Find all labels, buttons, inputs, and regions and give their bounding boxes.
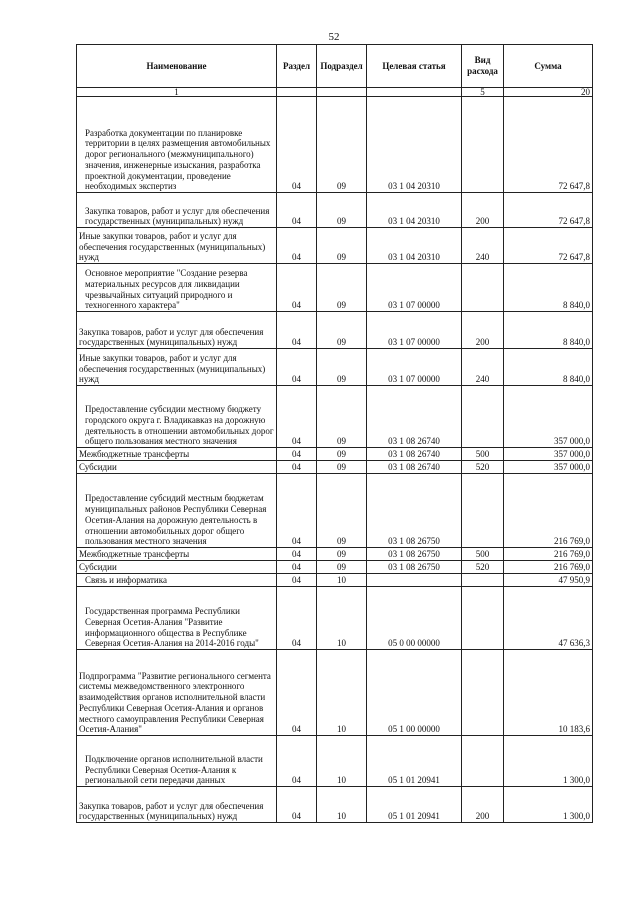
table-row <box>77 264 593 312</box>
row-type <box>462 264 504 312</box>
row-target: 03 1 08 26740 <box>367 448 462 461</box>
row-target <box>367 574 462 587</box>
row-target: 05 1 01 20941 <box>367 736 462 787</box>
row-amount: 357 000,0 <box>504 448 593 461</box>
row-name: Иные закупки товаров, работ и услуг для обеспечения государственных (муниципальных) нужд <box>77 228 277 264</box>
header-amount: Сумма <box>504 45 593 88</box>
table-row <box>77 349 593 386</box>
header-subsection: Подраздел <box>317 45 367 88</box>
row-section: 04 <box>277 574 317 587</box>
row-section: 04 <box>277 97 317 193</box>
row-type <box>462 574 504 587</box>
row-type: 520 <box>462 461 504 474</box>
row-subsection: 09 <box>317 228 367 264</box>
row-name: Разработка документации по планировке территории в целях размещения автомобильных дорог регионального (межмуниципального) значения, инженерные изыскания, разработка проектной документации, проведение необходимых экспертиз <box>77 97 277 193</box>
row-subsection: 10 <box>317 574 367 587</box>
row-name: Предоставление субсидии местному бюджету городского округа г. Владикавказ на дорожную деятельность в отношении автомобильных дорог общего пользования местного значения <box>77 386 277 448</box>
header-target: Целевая статья <box>367 45 462 88</box>
row-amount: 216 769,0 <box>504 548 593 561</box>
row-amount: 8 840,0 <box>504 349 593 386</box>
table-row <box>77 193 593 228</box>
row-section: 04 <box>277 587 317 650</box>
column-number: 5 <box>462 88 504 97</box>
row-section: 04 <box>277 228 317 264</box>
row-subsection: 09 <box>317 193 367 228</box>
row-amount: 216 769,0 <box>504 474 593 548</box>
row-name: Государственная программа Республики Северная Осетия-Алания "Развитие информационного общества в Республике Северная Осетия-Алания на 2014-2016 годы" <box>77 587 277 650</box>
table-row <box>77 548 593 561</box>
column-number <box>277 88 317 97</box>
row-type <box>462 736 504 787</box>
row-target: 03 1 04 20310 <box>367 228 462 264</box>
table-row <box>77 312 593 349</box>
row-subsection: 09 <box>317 386 367 448</box>
table-row <box>77 448 593 461</box>
row-subsection: 09 <box>317 97 367 193</box>
row-subsection: 09 <box>317 349 367 386</box>
row-section: 04 <box>277 264 317 312</box>
column-number: 20 <box>504 88 593 97</box>
table-row <box>77 736 593 787</box>
table-row <box>77 787 593 823</box>
row-amount: 357 000,0 <box>504 461 593 474</box>
budget-table <box>76 44 593 823</box>
row-target: 05 1 01 20941 <box>367 787 462 823</box>
row-name: Субсидии <box>77 461 277 474</box>
row-type: 500 <box>462 548 504 561</box>
row-name: Закупка товаров, работ и услуг для обеспечения государственных (муниципальных) нужд <box>77 312 277 349</box>
row-subsection: 10 <box>317 587 367 650</box>
table-row <box>77 574 593 587</box>
row-amount: 72 647,8 <box>504 193 593 228</box>
header-section: Раздел <box>277 45 317 88</box>
row-type: 500 <box>462 448 504 461</box>
row-name: Закупка товаров, работ и услуг для обеспечения государственных (муниципальных) нужд <box>77 193 277 228</box>
row-amount: 72 647,8 <box>504 228 593 264</box>
table-row <box>77 228 593 264</box>
row-section: 04 <box>277 736 317 787</box>
row-target: 03 1 08 26750 <box>367 561 462 574</box>
row-subsection: 09 <box>317 312 367 349</box>
row-type <box>462 650 504 736</box>
row-target: 03 1 04 20310 <box>367 97 462 193</box>
row-section: 04 <box>277 561 317 574</box>
column-number-row <box>77 88 593 97</box>
row-target: 05 0 00 00000 <box>367 587 462 650</box>
row-section: 04 <box>277 448 317 461</box>
row-section: 04 <box>277 312 317 349</box>
row-target: 03 1 07 00000 <box>367 264 462 312</box>
row-subsection: 09 <box>317 561 367 574</box>
row-section: 04 <box>277 193 317 228</box>
row-name: Связь и информатика <box>77 574 277 587</box>
row-target: 03 1 08 26740 <box>367 461 462 474</box>
row-amount: 216 769,0 <box>504 561 593 574</box>
table-row <box>77 386 593 448</box>
row-amount: 72 647,8 <box>504 97 593 193</box>
row-type: 200 <box>462 787 504 823</box>
header-row <box>77 45 593 88</box>
row-section: 04 <box>277 548 317 561</box>
row-name: Межбюджетные трансферты <box>77 548 277 561</box>
row-amount: 47 950,9 <box>504 574 593 587</box>
column-number: 1 <box>77 88 277 97</box>
row-target: 03 1 08 26740 <box>367 386 462 448</box>
row-name: Основное мероприятие "Создание резерва материальных ресурсов для ликвидации чрезвычайных ситуаций природного и техногенного характера" <box>77 264 277 312</box>
table-row <box>77 461 593 474</box>
table-row <box>77 650 593 736</box>
row-target: 03 1 07 00000 <box>367 349 462 386</box>
table-row <box>77 97 593 193</box>
row-amount: 357 000,0 <box>504 386 593 448</box>
row-type: 240 <box>462 349 504 386</box>
row-amount: 8 840,0 <box>504 264 593 312</box>
row-amount: 8 840,0 <box>504 312 593 349</box>
table-row <box>77 474 593 548</box>
row-type: 200 <box>462 193 504 228</box>
row-subsection: 09 <box>317 264 367 312</box>
page-number: 52 <box>328 31 340 43</box>
row-name: Предоставление субсидий местным бюджетам муниципальных районов Республики Северная Осетия-Алания на дорожную деятельность в отношении автомобильных дорог общего пользования местного значения <box>77 474 277 548</box>
row-type: 520 <box>462 561 504 574</box>
row-subsection: 09 <box>317 461 367 474</box>
row-target: 03 1 08 26750 <box>367 548 462 561</box>
header-name: Наименование <box>77 45 277 88</box>
row-subsection: 10 <box>317 736 367 787</box>
row-type <box>462 386 504 448</box>
column-number <box>317 88 367 97</box>
row-section: 04 <box>277 386 317 448</box>
row-name: Закупка товаров, работ и услуг для обеспечения государственных (муниципальных) нужд <box>77 787 277 823</box>
row-type <box>462 97 504 193</box>
row-amount: 1 300,0 <box>504 736 593 787</box>
row-subsection: 09 <box>317 474 367 548</box>
row-name: Подпрограмма "Развитие регионального сегмента системы межведомственного электронного взаимодействия органов исполнительной власти Республики Северная Осетия-Алания и органов местного самоуправления Республики Северная Осетия-Алания" <box>77 650 277 736</box>
row-name: Межбюджетные трансферты <box>77 448 277 461</box>
row-target: 03 1 08 26750 <box>367 474 462 548</box>
row-type <box>462 474 504 548</box>
row-subsection: 10 <box>317 650 367 736</box>
header-expense-type: Вид расхода <box>462 45 504 88</box>
row-subsection: 09 <box>317 448 367 461</box>
row-amount: 10 183,6 <box>504 650 593 736</box>
column-number <box>367 88 462 97</box>
row-section: 04 <box>277 349 317 386</box>
row-name: Субсидии <box>77 561 277 574</box>
row-name: Иные закупки товаров, работ и услуг для обеспечения государственных (муниципальных) нужд <box>77 349 277 386</box>
row-name: Подключение органов исполнительной власти Республики Северная Осетия-Алания к региональной сети передачи данных <box>77 736 277 787</box>
row-subsection: 10 <box>317 787 367 823</box>
row-target: 05 1 00 00000 <box>367 650 462 736</box>
row-target: 03 1 04 20310 <box>367 193 462 228</box>
table-row <box>77 561 593 574</box>
row-type: 240 <box>462 228 504 264</box>
row-type: 200 <box>462 312 504 349</box>
row-target: 03 1 07 00000 <box>367 312 462 349</box>
row-section: 04 <box>277 474 317 548</box>
row-type <box>462 587 504 650</box>
row-amount: 47 636,3 <box>504 587 593 650</box>
row-subsection: 09 <box>317 548 367 561</box>
table-row <box>77 587 593 650</box>
row-section: 04 <box>277 787 317 823</box>
row-amount: 1 300,0 <box>504 787 593 823</box>
row-section: 04 <box>277 461 317 474</box>
row-section: 04 <box>277 650 317 736</box>
